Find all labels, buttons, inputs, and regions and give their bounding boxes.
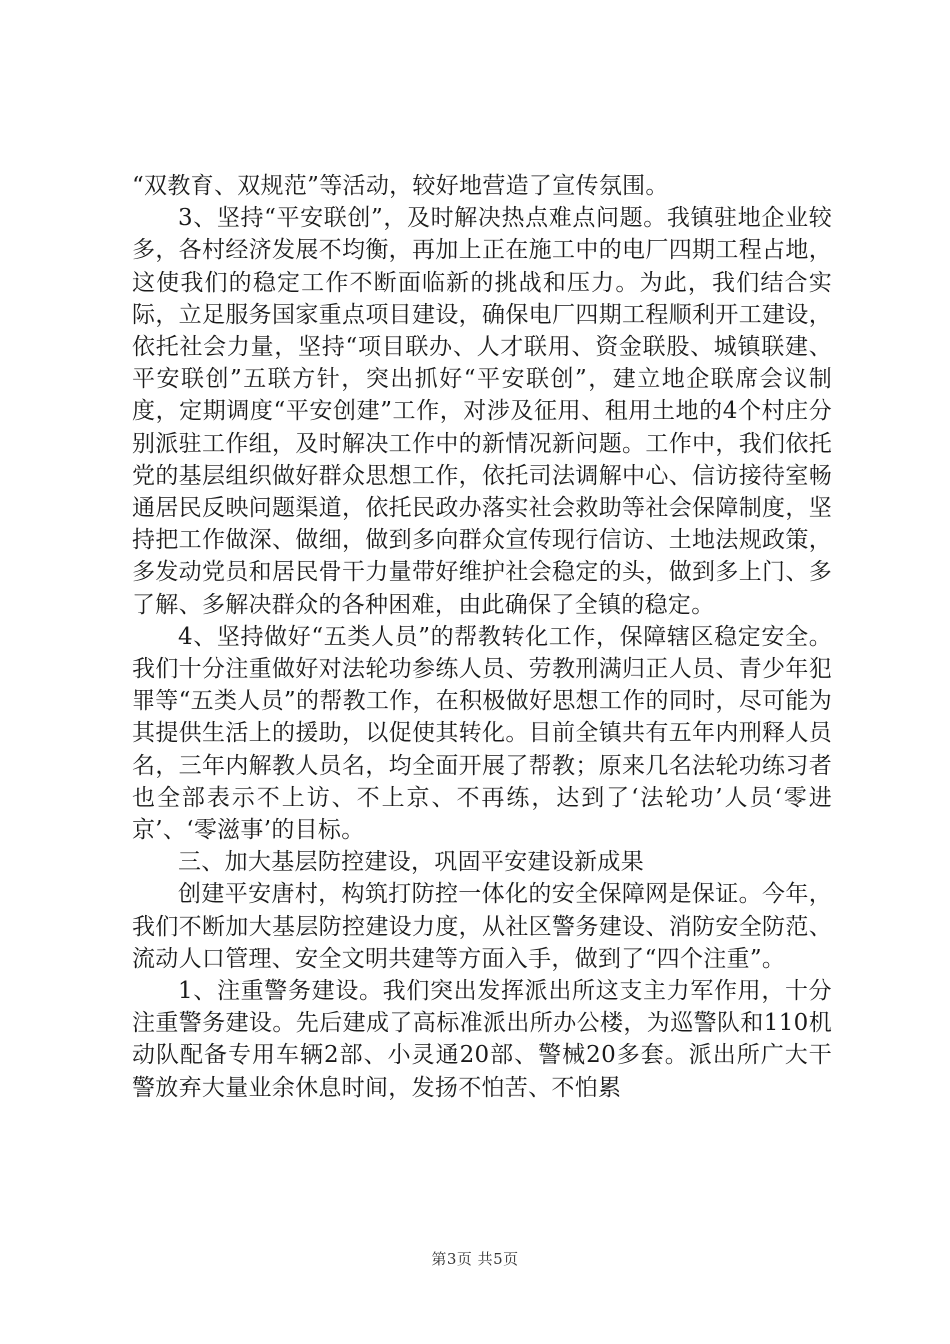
- document-body: [132, 170, 832, 1104]
- paragraph-item-1: 1、注重警务建设。我们突出发挥派出所这支主力军作用，十分注重警务建设。先后建成了高标准派出所办公楼，为巡警队和110机动队配备专用车辆2部、小灵通20部、警械20多套。派出所广大干警放弃大量业余休息时间，发扬不怕苦、不怕累: [132, 978, 832, 1101]
- paragraph-item-4: 4、坚持做好“五类人员”的帮教转化工作，保障辖区稳定安全。我们十分注重做好对法轮功参练人员、劳教刑满归正人员、青少年犯罪等“五类人员”的帮教工作，在积极做好思想工作的同时，尽可能为其提供生活上的援助，以促使其转化。目前全镇共有五年内刑释人员名，三年内解教人员名，均全面开展了帮教；原来几名法轮功练习者也全部表示不上访、不上京、不再练，达到了‘法轮功’人员‘零进京’、‘零滋事’的目标。: [132, 623, 832, 844]
- page-number-footer: 第3页 共5页: [431, 1250, 519, 1268]
- paragraph-item-3: 3、坚持“平安联创”，及时解决热点难点问题。我镇驻地企业较多，各村经济发展不均衡，再加上正在施工中的电厂四期工程占地，这使我们的稳定工作不断面临新的挑战和压力。为此，我们结合实际，立足服务国家重点项目建设，确保电厂四期工程顺利开工建设，依托社会力量，坚持“项目联办、人才联用、资金联股、城镇联建、平安联创”五联方针，突出抓好“平安联创”，建立地企联席会议制度，定期调度“平安创建”工作，对涉及征用、租用土地的4个村庄分别派驻工作组，及时解决工作中的新情况新问题。工作中，我们依托党的基层组织做好群众思想工作，依托司法调解中心、信访接待室畅通居民反映问题渠道，依托民政办落实社会救助等社会保障制度，坚持把工作做深、做细，做到多向群众宣传现行信访、土地法规政策，多发动党员和居民骨干力量带好维护社会稳定的头，做到多上门、多了解、多解决群众的各种困难，由此确保了全镇的稳定。: [132, 205, 832, 618]
- paragraph-continuation: “双教育、双规范”等活动，较好地营造了宣传氛围。: [132, 173, 669, 199]
- paragraph-section-intro: 创建平安唐村，构筑打防控一体化的安全保障网是保证。今年，我们不断加大基层防控建设力度，从社区警务建设、消防安全防范、流动人口管理、安全文明共建等方面入手，做到了“四个注重”。: [132, 881, 832, 972]
- section-heading-3: 三、加大基层防控建设，巩固平安建设新成果: [178, 849, 644, 876]
